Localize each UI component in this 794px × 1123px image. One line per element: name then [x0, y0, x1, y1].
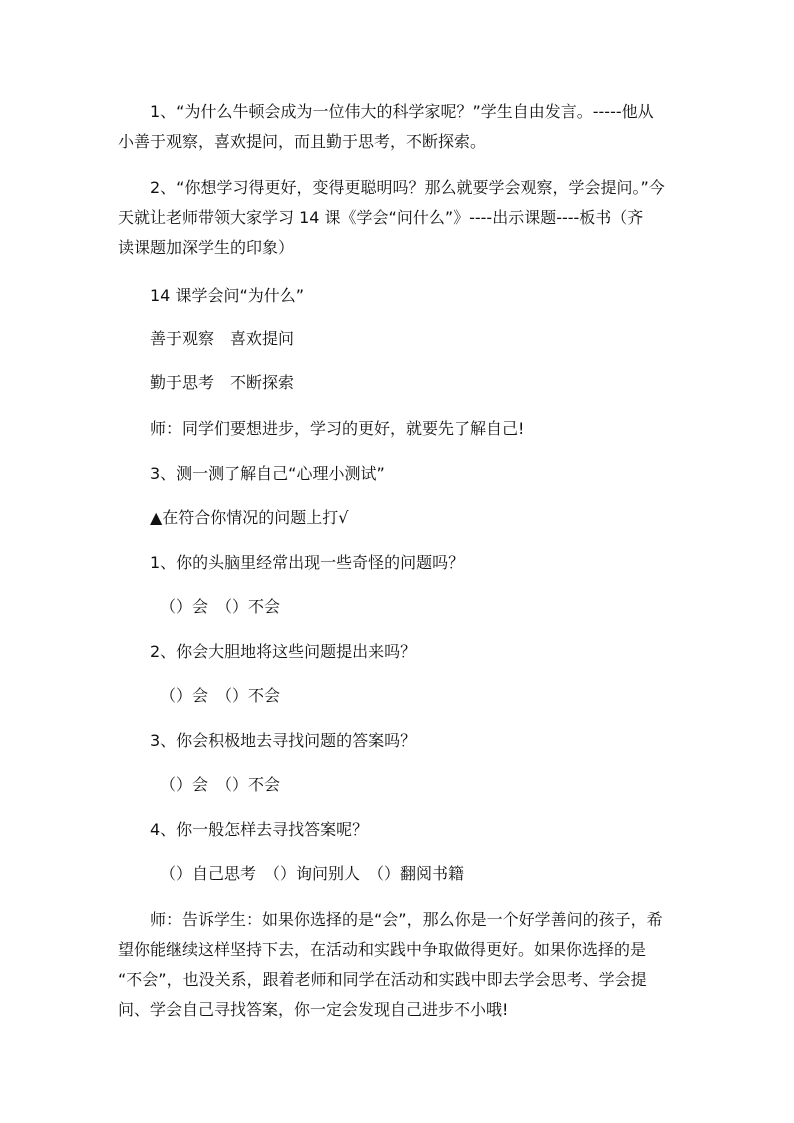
- question-1-options: （）会 （）不会: [160, 597, 281, 616]
- board-title: 14 课学会问“为什么”: [150, 286, 305, 305]
- paragraph-line: 读课题加深学生的印象）: [118, 238, 295, 257]
- instruction: ▲在符合你情况的问题上打√: [150, 508, 349, 527]
- question-4: 4、你一般怎样去寻找答案呢？: [150, 820, 369, 839]
- paragraph-line: 2、“你想学习得更好，变得更聪明吗？那么就要学会观察，学会提问。”今: [150, 178, 665, 197]
- question-1: 1、你的头脑里经常出现一些奇怪的问题吗？: [150, 553, 465, 572]
- teacher-intro: 师：同学们要想进步，学习的更好，就要先了解自己!: [150, 419, 525, 438]
- paragraph-line: “不会”，也没关系，跟着老师和同学在活动和实践中即去学会思考、学会提: [118, 970, 647, 989]
- paragraph-line: 小善于观察，喜欢提问，而且勤于思考，不断探索。: [118, 132, 487, 151]
- paragraph-line: 问、学会自己寻找答案，你一定会发现自己进步不小哦!: [118, 1000, 509, 1019]
- question-3: 3、你会积极地去寻找问题的答案吗？: [150, 731, 417, 750]
- question-2-options: （）会 （）不会: [160, 686, 281, 705]
- question-4-options: （）自己思考 （）询问别人 （）翻阅书籍: [160, 864, 465, 883]
- question-3-options: （）会 （）不会: [160, 775, 281, 794]
- paragraph-line: 师：告诉学生：如果你选择的是“会”，那么你是一个好学善问的孩子，希: [150, 910, 663, 929]
- board-row-1: 善于观察 喜欢提问: [150, 329, 295, 348]
- paragraph-lesson-intro: [118, 173, 678, 263]
- question-2: 2、你会大胆地将这些问题提出来吗？: [150, 642, 417, 661]
- section-3-title: 3、测一测了解自己“心理小测试”: [150, 464, 385, 483]
- paragraph-newton: [118, 97, 678, 157]
- board-row-2: 勤于思考 不断探索: [150, 373, 295, 392]
- paragraph-line: 1、“为什么牛顿会成为一位伟大的科学家呢？”学生自由发言。-----他从: [150, 102, 654, 121]
- paragraph-line: 望你能继续这样坚持下去，在活动和实践中争取做得更好。如果你选择的是: [118, 940, 647, 959]
- paragraph-conclusion: [118, 905, 678, 1025]
- paragraph-line: 天就让老师带领大家学习 14 课《学会“问什么”》----出示课题----板书（齐: [118, 208, 644, 227]
